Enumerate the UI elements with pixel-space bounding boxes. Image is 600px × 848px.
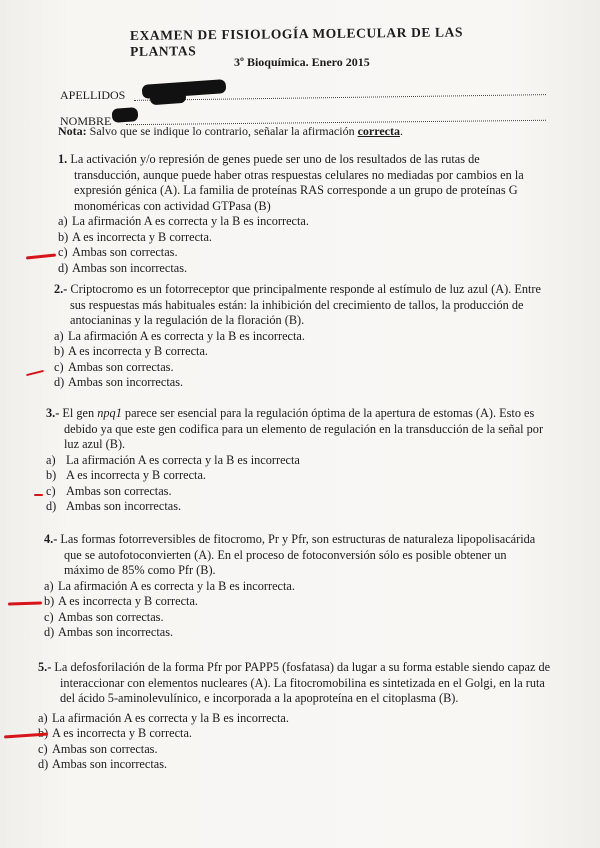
question-text: El gen	[62, 406, 95, 420]
apellidos-label: APELLIDOS	[60, 88, 126, 102]
question-2-stem	[54, 282, 548, 329]
question-5	[38, 660, 558, 773]
option-letter: a)	[44, 578, 54, 593]
option-b[interactable]	[38, 726, 558, 742]
option-c[interactable]	[58, 245, 548, 261]
option-a[interactable]	[54, 329, 548, 345]
option-b[interactable]	[44, 594, 544, 610]
option-b[interactable]	[54, 344, 548, 360]
option-c[interactable]	[44, 610, 544, 626]
option-text: Ambas son incorrectas.	[52, 757, 168, 771]
option-b[interactable]	[58, 230, 548, 246]
question-5-stem	[38, 660, 558, 707]
question-1-options	[58, 214, 548, 276]
option-letter: c)	[38, 741, 48, 756]
option-letter: c)	[54, 359, 64, 374]
option-letter: c)	[44, 609, 54, 624]
option-a[interactable]	[46, 453, 552, 469]
gene-name: npq1	[97, 406, 122, 420]
redaction-mark	[150, 91, 187, 105]
question-4	[44, 532, 544, 641]
option-letter: a)	[58, 214, 68, 228]
question-number: 2.-	[54, 282, 68, 296]
question-number: 5.-	[38, 660, 52, 674]
answer-mark-q3	[34, 494, 43, 496]
option-text: Ambas son correctas.	[58, 609, 164, 624]
question-4-stem	[44, 532, 544, 579]
option-c[interactable]	[46, 484, 552, 500]
instructions-note	[58, 124, 403, 139]
redaction-mark	[112, 107, 139, 123]
question-text: Las formas fotorreversibles de fitocromo, Pr y Pfr, son estructuras de naturaleza lipopolisacárida que se autofotoconvierten (A). En el proceso de fotoconversión sólo es posible obtener un máximo de 85% como Pfr (B).	[60, 532, 536, 577]
option-a[interactable]	[38, 711, 558, 727]
question-3	[46, 406, 552, 515]
option-text: A es incorrecta y B correcta.	[66, 468, 206, 482]
option-letter: c)	[58, 245, 68, 259]
answer-mark-q4	[8, 601, 42, 605]
option-letter: a)	[54, 328, 64, 343]
note-prefix: Nota:	[58, 124, 87, 138]
option-a[interactable]	[44, 579, 544, 595]
question-4-options	[44, 579, 544, 641]
question-2	[54, 282, 548, 391]
option-text: Ambas son correctas.	[72, 245, 178, 259]
option-letter: d)	[46, 499, 57, 513]
question-1-stem	[58, 152, 548, 214]
exam-subtitle: 3º Bioquímica. Enero 2015	[234, 55, 370, 69]
answer-mark-q1	[26, 253, 56, 259]
option-letter: c)	[46, 483, 56, 498]
option-text: A es incorrecta y B correcta.	[68, 344, 208, 358]
answer-mark-q2	[26, 370, 44, 376]
question-text: La activación y/o represión de genes puede ser uno de los resultados de las rutas de transducción, aunque puede haber otras respuestas celulares no mediadas por cambios en la expresión génica (A). La familia de proteínas RAS corresponde a un grupo de proteínas G monoméricas con actividad GTPasa (B)	[70, 152, 524, 213]
question-text: Criptocromo es un fotorreceptor que principalmente responde al estímulo de luz azul (A). Entre sus respuestas más habituales están: la inhibición del crecimiento de tallos, la producción de antocianinas y la regulación de la floración (B).	[70, 282, 541, 327]
option-text: Ambas son incorrectas.	[68, 375, 184, 389]
option-text: Ambas son incorrectas.	[66, 499, 182, 513]
question-3-stem	[46, 406, 552, 453]
option-d[interactable]	[44, 625, 544, 641]
option-letter: b)	[58, 229, 69, 244]
option-c[interactable]	[54, 360, 548, 376]
option-text: Ambas son incorrectas.	[58, 625, 174, 639]
option-text: La afirmación A es correcta y la B es incorrecta.	[52, 710, 289, 725]
exam-title: EXAMEN DE FISIOLOGÍA MOLECULAR DE LAS PLANTAS	[129, 24, 464, 59]
option-text: A es incorrecta y B correcta.	[58, 594, 198, 608]
option-c[interactable]	[38, 742, 558, 758]
option-letter: b)	[46, 468, 57, 482]
option-letter: b)	[44, 594, 55, 608]
question-number: 3.-	[46, 406, 60, 420]
option-text: La afirmación A es correcta y la B es incorrecta.	[72, 214, 309, 228]
question-number: 4.-	[44, 532, 58, 546]
option-d[interactable]	[38, 757, 558, 773]
option-letter: d)	[54, 375, 65, 389]
option-text: Ambas son correctas.	[68, 359, 174, 374]
note-text: Salvo que se indique lo contrario, señalar la afirmación	[89, 124, 355, 138]
option-a[interactable]	[58, 214, 548, 230]
option-d[interactable]	[46, 499, 552, 515]
option-text: La afirmación A es correcta y la B es incorrecta	[66, 452, 300, 467]
option-letter: d)	[38, 757, 49, 771]
question-number: 1.	[58, 152, 68, 166]
note-keyword: correcta	[357, 124, 401, 138]
option-letter: d)	[58, 260, 69, 275]
option-d[interactable]	[54, 375, 548, 391]
option-text: Ambas son correctas.	[66, 483, 172, 498]
question-text: parece ser esencial para la regulación óptima de la apertura de estomas (A). Esto es debido ya que este gen codifica para un elemento de regulación en la transducción de la señal por luz azul (B).	[64, 406, 544, 451]
option-text: A es incorrecta y B correcta.	[52, 726, 192, 740]
nombre-label: NOMBRE	[60, 114, 112, 128]
option-text: Ambas son incorrectas.	[72, 260, 188, 275]
option-b[interactable]	[46, 468, 552, 484]
option-d[interactable]	[58, 261, 548, 277]
question-3-options	[46, 453, 552, 515]
question-2-options	[54, 329, 548, 391]
option-text: Ambas son correctas.	[52, 741, 158, 756]
question-5-options	[38, 711, 558, 773]
option-letter: d)	[44, 625, 55, 639]
option-text: A es incorrecta y B correcta.	[72, 229, 212, 244]
question-text: La defosforilación de la forma Pfr por PAPP5 (fosfatasa) da lugar a su forma estable siendo capaz de interaccionar con elementos nucleares (A). La fitocromobilina es sintetizada en el Golgi, en la ruta del ácido 5-aminolevulínico, e incorporada a la apoproteína en el citoplasma (B).	[54, 660, 551, 705]
option-letter: a)	[38, 710, 48, 725]
option-letter: b)	[54, 344, 65, 358]
note-end: .	[400, 124, 404, 138]
question-1	[58, 152, 548, 276]
option-letter: a)	[46, 452, 56, 467]
option-text: La afirmación A es correcta y la B es incorrecta.	[68, 328, 305, 343]
option-text: La afirmación A es correcta y la B es incorrecta.	[58, 578, 295, 593]
